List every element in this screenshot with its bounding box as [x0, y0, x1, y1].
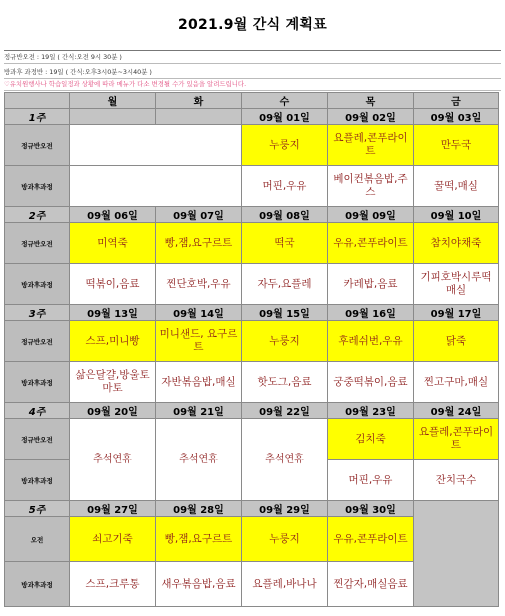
weekday-header-row: [5, 93, 499, 109]
date-cell: 09월 22일: [242, 403, 328, 419]
snack-item: 찐고구마,매실: [414, 362, 499, 403]
snack-plan-table: [4, 92, 499, 607]
date-cell: [156, 109, 242, 125]
date-cell: 09월 27일: [70, 501, 156, 517]
snack-item: 요플레,바나나: [242, 562, 328, 607]
weekday-header: 수: [242, 93, 328, 109]
snack-item: 베이컨볶음밥,주스: [328, 166, 414, 207]
snack-item: 우유,콘푸라이트: [328, 223, 414, 264]
snack-item: 찐감자,매실음료: [328, 562, 414, 607]
date-cell: 09월 23일: [328, 403, 414, 419]
snack-item: 꿀떡,매실: [414, 166, 499, 207]
week-date-row: [5, 109, 499, 125]
weekday-header: 목: [328, 93, 414, 109]
holiday-cell: 추석연휴: [242, 419, 328, 501]
row-label-morning: 오전: [5, 517, 70, 562]
date-cell: 09월 03일: [414, 109, 499, 125]
snack-item: 잔치국수: [414, 460, 499, 501]
snack-item: 누룽지: [242, 517, 328, 562]
week-label: 3주: [5, 305, 70, 321]
row-label-afternoon: 방과후과정: [5, 264, 70, 305]
date-cell: 09월 14일: [156, 305, 242, 321]
row-label-morning: 정규반오전: [5, 223, 70, 264]
date-cell: 09월 30일: [328, 501, 414, 517]
snack-item: 김치죽: [328, 419, 414, 460]
info-morning-class: 정규반오전 : 19일 ( 간식:오전 9시 30분 ): [4, 50, 501, 64]
week-label: 2주: [5, 207, 70, 223]
header-corner: [5, 93, 70, 109]
empty-cell: [70, 125, 242, 166]
row-label-afternoon: 방과후과정: [5, 562, 70, 607]
week-date-row: [5, 501, 499, 517]
week-date-row: [5, 305, 499, 321]
date-cell: 09월 08일: [242, 207, 328, 223]
snack-item: 카레밥,음료: [328, 264, 414, 305]
snack-item: 기피호박시루떡 매실: [414, 264, 499, 305]
empty-cell: [70, 166, 242, 207]
info-notice: ♡유치원행사나 학습일정과 상황에 따라 메뉴가 다소 변경될 수가 있음을 알려드립니다.: [4, 78, 501, 91]
page-title: 2021.9월 간식 계획표: [177, 16, 328, 33]
snack-item: 스프,크루통: [70, 562, 156, 607]
holiday-cell: 추석연휴: [70, 419, 156, 501]
snack-item: 새우볶음밥,음료: [156, 562, 242, 607]
morning-snack-row: [5, 321, 499, 362]
snack-item: 누룽지: [242, 321, 328, 362]
snack-item: 요플레,콘푸라이트: [414, 419, 499, 460]
date-cell: 09월 20일: [70, 403, 156, 419]
snack-item: 머핀,우유: [328, 460, 414, 501]
date-cell: 09월 15일: [242, 305, 328, 321]
afternoon-snack-row: [5, 264, 499, 305]
snack-item: 스프,미니빵: [70, 321, 156, 362]
morning-snack-row: [5, 125, 499, 166]
snack-item: 쇠고기죽: [70, 517, 156, 562]
holiday-cell: 추석연휴: [156, 419, 242, 501]
morning-snack-row: [5, 223, 499, 264]
snack-item: 미니샌드, 요구르트: [156, 321, 242, 362]
week-label: 4주: [5, 403, 70, 419]
weekday-header: 화: [156, 93, 242, 109]
snack-item: 빵,잼,요구르트: [156, 223, 242, 264]
afternoon-snack-row: [5, 362, 499, 403]
date-cell: 09월 29일: [242, 501, 328, 517]
info-afterschool-class: 방과후 과정반 : 19일 ( 간식:오후3시0분~3시40분 ): [4, 66, 501, 79]
snack-item: 찐단호박,우유: [156, 264, 242, 305]
row-label-morning: 정규반오전: [5, 125, 70, 166]
snack-item: 머핀,우유: [242, 166, 328, 207]
row-label-morning: 정규반오전: [5, 321, 70, 362]
morning-snack-row: [5, 419, 499, 460]
empty-cell: [414, 501, 499, 607]
afternoon-snack-row: [5, 166, 499, 207]
date-cell: 09월 24일: [414, 403, 499, 419]
snack-item: 삶은달걀,방울토마토: [70, 362, 156, 403]
weekday-header: 월: [70, 93, 156, 109]
week-label: 5주: [5, 501, 70, 517]
snack-item: 떡볶이,음료: [70, 264, 156, 305]
row-label-afternoon: 방과후과정: [5, 460, 70, 501]
snack-item: 누룽지: [242, 125, 328, 166]
snack-item: 빵,잼,요구르트: [156, 517, 242, 562]
date-cell: 09월 17일: [414, 305, 499, 321]
week-date-row: [5, 207, 499, 223]
date-cell: 09월 09일: [328, 207, 414, 223]
snack-item: 자반볶음밥,매실: [156, 362, 242, 403]
date-cell: [70, 109, 156, 125]
snack-item: 만두국: [414, 125, 499, 166]
date-cell: 09월 10일: [414, 207, 499, 223]
snack-item: 요플레,콘푸라이트: [328, 125, 414, 166]
date-cell: 09월 02일: [328, 109, 414, 125]
snack-item: 궁중떡볶이,음료: [328, 362, 414, 403]
week-date-row: [5, 403, 499, 419]
date-cell: 09월 16일: [328, 305, 414, 321]
date-cell: 09월 28일: [156, 501, 242, 517]
row-label-afternoon: 방과후과정: [5, 166, 70, 207]
snack-item: 미역죽: [70, 223, 156, 264]
snack-item: 후레쉬번,우유: [328, 321, 414, 362]
date-cell: 09월 13일: [70, 305, 156, 321]
snack-item: 핫도그,음료: [242, 362, 328, 403]
week-label: 1주: [5, 109, 70, 125]
date-cell: 09월 21일: [156, 403, 242, 419]
row-label-afternoon: 방과후과정: [5, 362, 70, 403]
snack-item: 우유,콘푸라이트: [328, 517, 414, 562]
weekday-header: 금: [414, 93, 499, 109]
row-label-morning: 정규반오전: [5, 419, 70, 460]
snack-item: 닭죽: [414, 321, 499, 362]
snack-item: 참치야채죽: [414, 223, 499, 264]
snack-item: 떡국: [242, 223, 328, 264]
date-cell: 09월 06일: [70, 207, 156, 223]
date-cell: 09월 01일: [242, 109, 328, 125]
snack-item: 자두,요플레: [242, 264, 328, 305]
date-cell: 09월 07일: [156, 207, 242, 223]
